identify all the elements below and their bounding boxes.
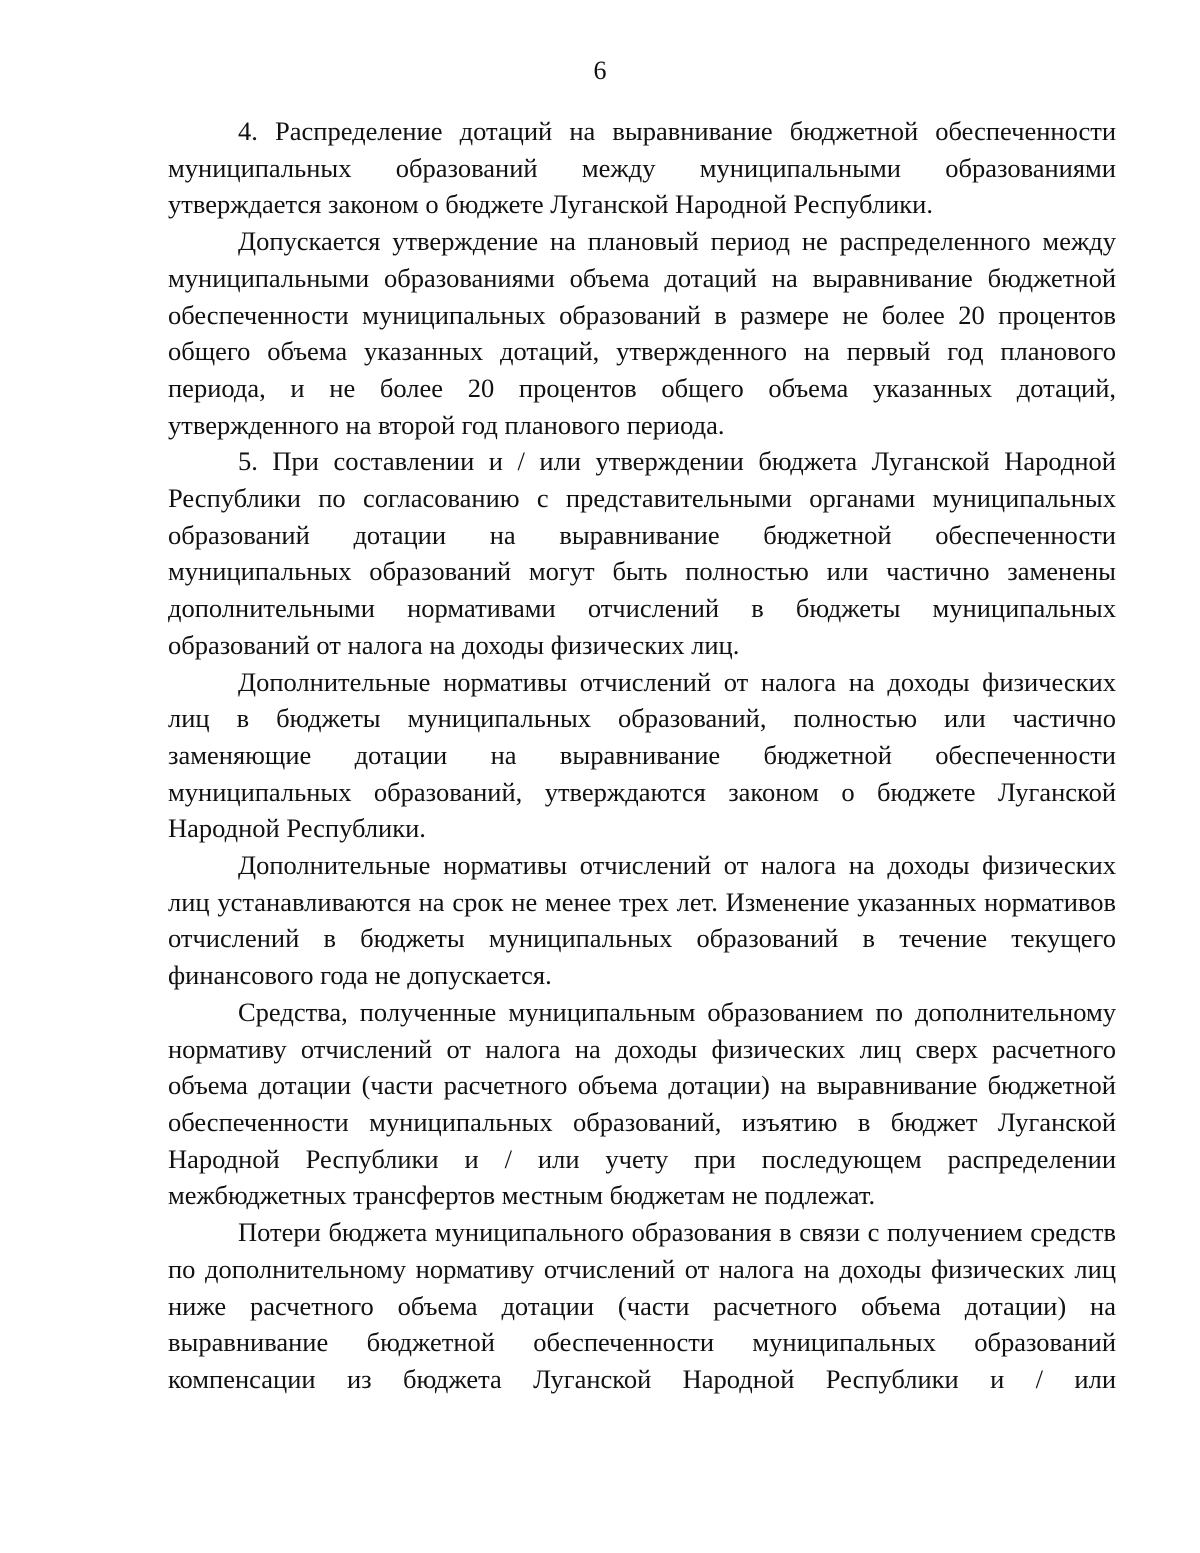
paragraph-7: Потери бюджета муниципального образования в связи с получением средств по дополнительному нормативу отчислений от налога на доходы физических лиц ниже расчетного объема дотации (части расчетного объема дотации) на выравнивание бюджетной обеспеченности муниципальных образований компенсации из бюджета Луганской Народной Республики и / или bbox=[168, 1217, 1116, 1394]
document-body bbox=[168, 113, 1116, 1398]
paragraph-1: 4. Распределение дотаций на выравнивание бюджетной обеспеченности муниципальных образований между муниципальными образованиями утверждается законом о бюджете Луганской Народной Республики. bbox=[168, 116, 1116, 220]
paragraph-6: Средства, полученные муниципальным образованием по дополнительному нормативу отчислений от налога на доходы физических лиц сверх расчетного объема дотации (части расчетного объема дотации) на выравнивание бюджетной обеспеченности муниципальных образований, изъятию в бюджет Луганской Народной Республики и / или учету при последующем распределении межбюджетных трансфертов местным бюджетам не подлежат. bbox=[168, 996, 1116, 1211]
page-number: 6 bbox=[593, 56, 607, 85]
paragraph-5: Дополнительные нормативы отчислений от налога на доходы физических лиц устанавливаются на срок не менее трех лет. Изменение указанных нормативов отчислений в бюджеты муниципальных образований в течение текущего финансового года не допускается. bbox=[168, 850, 1116, 991]
paragraph-4: Дополнительные нормативы отчислений от налога на доходы физических лиц в бюджеты муниципальных образований, полностью или частично заменяющие дотации на выравнивание бюджетной обеспеченности муниципальных образований, утверждаются законом о бюджете Луганской Народной Республики. bbox=[168, 666, 1116, 844]
paragraph-2: Допускается утверждение на плановый период не распределенного между муниципальными образованиями объема дотаций на выравнивание бюджетной обеспеченности муниципальных образований в размере не более 20 процентов общего объема указанных дотаций, утвержденного на первый год планового периода, и не более 20 процентов общего объема указанных дотаций, утвержденного на второй год планового периода. bbox=[168, 226, 1116, 440]
paragraph-3: 5. При составлении и / или утверждении бюджета Луганской Народной Республики по согласованию с представительными органами муниципальных образований дотации на выравнивание бюджетной обеспеченности муниципальных образований могут быть полностью или частично заменены дополнительными нормативами отчислений в бюджеты муниципальных образований от налога на доходы физических лиц. bbox=[168, 446, 1116, 660]
